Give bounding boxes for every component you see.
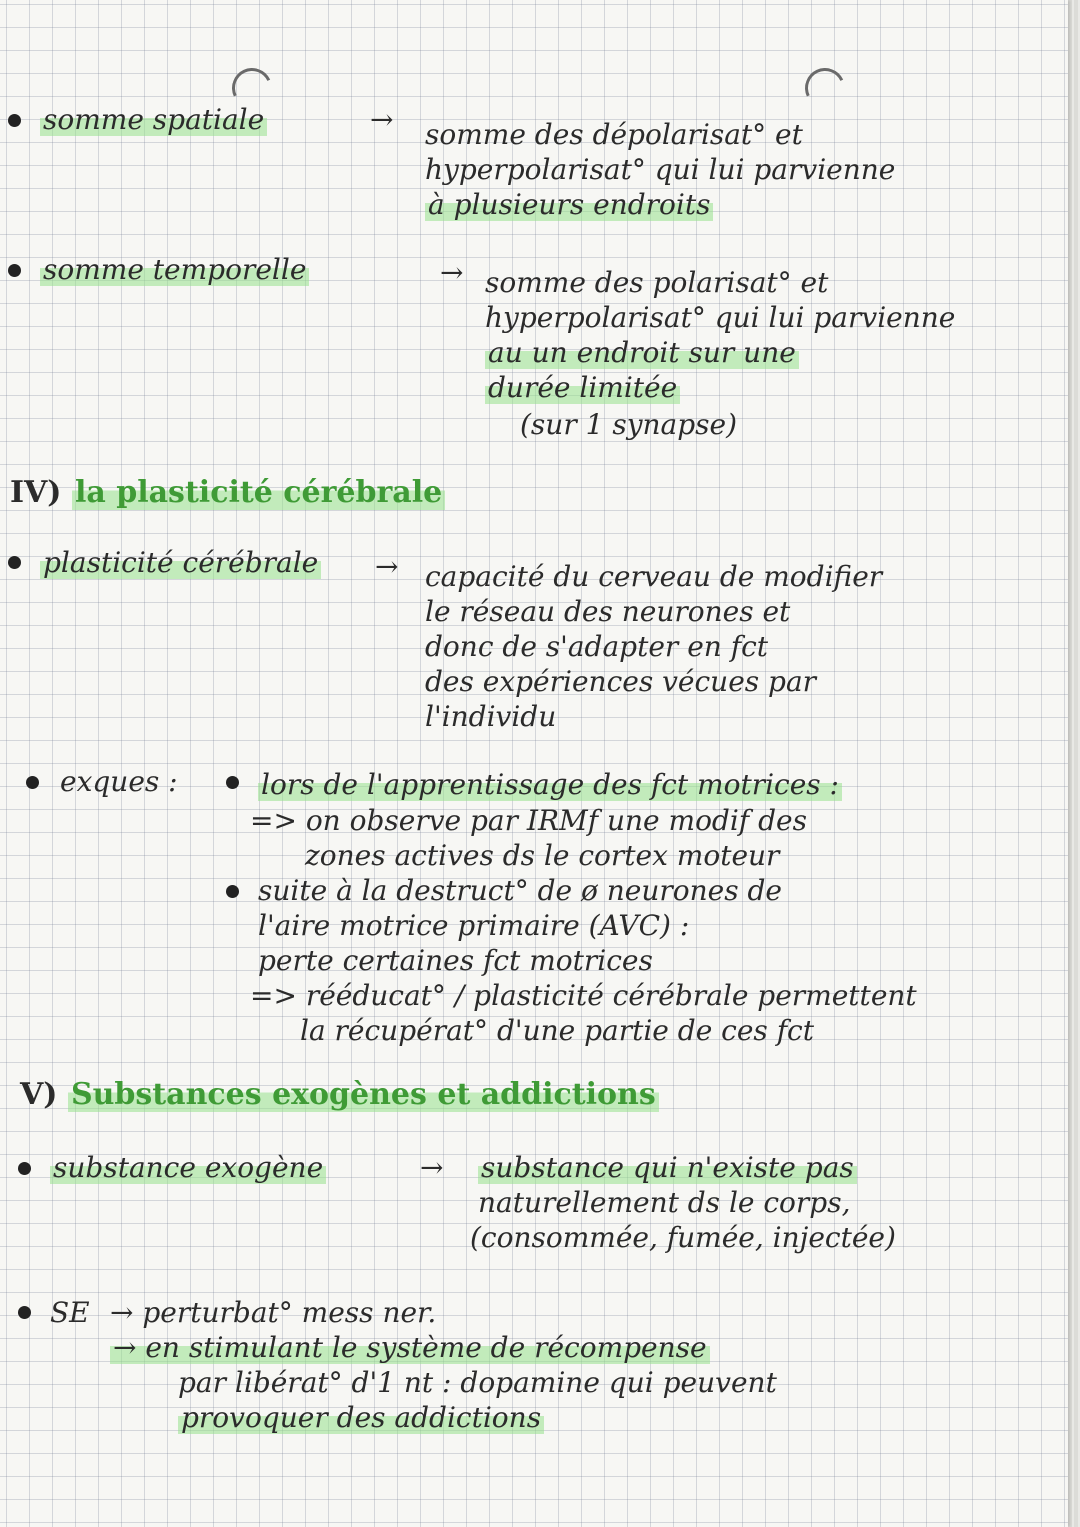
arrow: → bbox=[420, 1151, 444, 1184]
term-se: SE bbox=[50, 1296, 90, 1329]
def-line: hyperpolarisat° qui lui parvienne bbox=[485, 301, 956, 334]
bullet-dot bbox=[8, 114, 21, 127]
arrow: → bbox=[440, 256, 464, 289]
se-line: par libérat° d'1 nt : dopamine qui peuvent bbox=[178, 1366, 777, 1399]
example-line: => rééducat° / plasticité cérébrale permettent bbox=[250, 979, 917, 1012]
def-line: naturellement ds le corps, bbox=[478, 1186, 851, 1219]
example-line: l'aire motrice primaire (AVC) : bbox=[258, 909, 690, 942]
se-line: → en stimulant le système de récompense bbox=[110, 1333, 710, 1363]
bullet-dot bbox=[226, 776, 239, 789]
def-line: l'individu bbox=[425, 700, 557, 733]
def-line: somme des polarisat° et bbox=[485, 266, 829, 299]
def-line: des expériences vécues par bbox=[425, 665, 817, 698]
term-somme-temporelle: somme temporelle bbox=[40, 255, 309, 285]
paper-edge bbox=[1074, 0, 1078, 1527]
bullet-dot bbox=[18, 1162, 31, 1175]
bullet-dot bbox=[26, 776, 39, 789]
def-line: au un endroit sur une bbox=[485, 338, 799, 368]
def-line: à plusieurs endroits bbox=[425, 190, 713, 220]
def-line: durée limitée bbox=[485, 373, 680, 403]
se-line: provoquer des addictions bbox=[178, 1403, 544, 1433]
term-plasticite: plasticité cérébrale bbox=[40, 548, 321, 578]
term-somme-spatiale: somme spatiale bbox=[40, 105, 267, 135]
se-line: → perturbat° mess ner. bbox=[110, 1296, 437, 1329]
def-line: le réseau des neurones et bbox=[425, 595, 791, 628]
example-line: la récupérat° d'une partie de ces fct bbox=[300, 1014, 814, 1047]
arrow: → bbox=[375, 550, 399, 583]
def-line: (consommée, fumée, injectée) bbox=[470, 1221, 896, 1254]
example-line: => on observe par IRMf une modif des bbox=[250, 804, 807, 837]
paper-edge bbox=[1068, 0, 1072, 1527]
def-line: donc de s'adapter en fct bbox=[425, 630, 768, 663]
def-line: hyperpolarisat° qui lui parvienne bbox=[425, 153, 896, 186]
example-line: zones actives ds le cortex moteur bbox=[305, 839, 780, 872]
binder-hole-right bbox=[799, 62, 850, 113]
arrow: → bbox=[370, 103, 394, 136]
examples-label: exques : bbox=[60, 765, 178, 798]
def-line: somme des dépolarisat° et bbox=[425, 118, 803, 151]
def-line: capacité du cerveau de modifier bbox=[425, 560, 883, 593]
def-note: (sur 1 synapse) bbox=[520, 408, 738, 441]
bullet-dot bbox=[226, 885, 239, 898]
bullet-dot bbox=[18, 1306, 31, 1319]
example-line: lors de l'apprentissage des fct motrices : bbox=[258, 770, 842, 800]
section-heading-iv: IV) la plasticité cérébrale bbox=[10, 478, 445, 508]
def-line: substance qui n'existe pas bbox=[478, 1153, 857, 1183]
bullet-dot bbox=[8, 264, 21, 277]
example-line: perte certaines fct motrices bbox=[258, 944, 653, 977]
section-heading-v: V) Substances exogènes et addictions bbox=[20, 1080, 659, 1110]
bullet-dot bbox=[8, 556, 21, 569]
term-substance-exogene: substance exogène bbox=[50, 1153, 326, 1183]
example-line: suite à la destruct° de ø neurones de bbox=[258, 874, 782, 907]
